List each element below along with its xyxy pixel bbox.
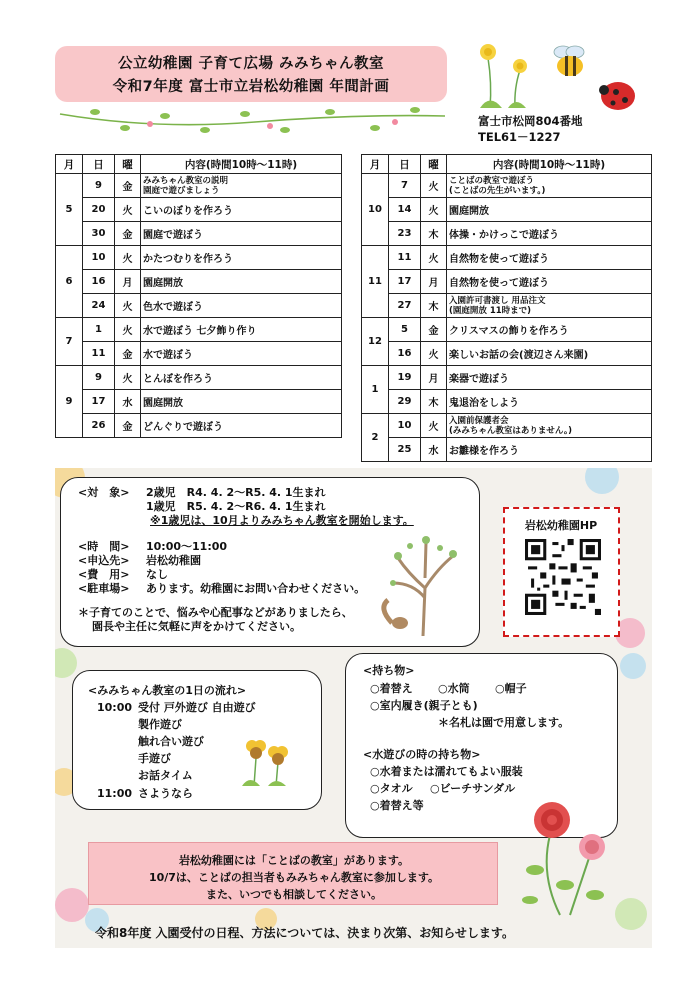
tree-illustration bbox=[378, 528, 473, 638]
flow-end: さようなら bbox=[138, 787, 193, 800]
table-row bbox=[362, 294, 652, 318]
weekday-cell: 火 bbox=[421, 174, 447, 198]
content-text: 園庭で遊ぼう bbox=[143, 230, 203, 241]
flow-title: <みみちゃん教室の1日の流れ> bbox=[88, 684, 247, 697]
belonging-item: ○室内履き(親子とも) bbox=[370, 699, 478, 712]
header-month: 月 bbox=[362, 155, 389, 174]
table-row bbox=[362, 198, 652, 222]
content-line: (園庭開放 11時まで) bbox=[449, 305, 532, 316]
apply-value: 岩松幼稚園 bbox=[146, 554, 201, 567]
flow-item: お話タイム bbox=[138, 769, 193, 782]
table-row bbox=[362, 246, 652, 270]
table-row bbox=[56, 318, 342, 342]
weekday-cell: 火 bbox=[115, 198, 141, 222]
month-cell: 1 bbox=[362, 366, 389, 414]
content-text: どんぐりで遊ぼう bbox=[143, 422, 223, 433]
table-row bbox=[56, 414, 342, 438]
bee-icon bbox=[545, 42, 595, 82]
schedule-table-left bbox=[55, 154, 342, 438]
water-item: ○着替え等 bbox=[370, 799, 424, 812]
color-dot bbox=[55, 888, 89, 922]
weekday-cell: 火 bbox=[115, 246, 141, 270]
title-line-1: 公立幼稚園 子育て広場 みみちゃん教室 bbox=[117, 56, 385, 72]
note-line-2: 10/7は、ことばの担当者もみみちゃん教室に参加します。 bbox=[148, 871, 440, 884]
table-row bbox=[362, 438, 652, 462]
name-tag-note: ＊名札は園で用意します。 bbox=[438, 716, 570, 729]
content-text: 園庭開放 bbox=[143, 278, 183, 289]
weekday-cell: 金 bbox=[115, 414, 141, 438]
weekday-cell: 火 bbox=[421, 246, 447, 270]
day-cell: 16 bbox=[389, 342, 421, 366]
table-row bbox=[362, 414, 652, 438]
flow-start-time: 10:00 bbox=[97, 701, 133, 714]
content-cell bbox=[447, 414, 652, 438]
qr-title: 岩松幼稚園HP bbox=[524, 519, 598, 532]
day-cell: 9 bbox=[83, 174, 115, 198]
content-text: 鬼退治をしよう bbox=[449, 398, 519, 409]
table-row bbox=[56, 294, 342, 318]
day-cell: 17 bbox=[389, 270, 421, 294]
weekday-cell: 金 bbox=[421, 318, 447, 342]
day-cell: 16 bbox=[83, 270, 115, 294]
footer-notice: 令和8年度 入園受付の日程、方法については、決まり次第、お知らせします。 bbox=[95, 926, 514, 940]
water-item: ○水着または濡れてもよい服装 bbox=[370, 765, 523, 778]
title-banner bbox=[55, 46, 447, 102]
content-line: 入園許可書渡し 用品注文 bbox=[449, 295, 546, 306]
content-line: みみちゃん教室の説明 bbox=[143, 175, 229, 186]
parking-label: <駐車場> bbox=[78, 582, 130, 595]
month-cell: 5 bbox=[56, 174, 83, 246]
day-cell: 25 bbox=[389, 438, 421, 462]
content-cell bbox=[141, 414, 342, 438]
header-day: 日 bbox=[83, 155, 115, 174]
day-cell: 5 bbox=[389, 318, 421, 342]
weekday-cell: 火 bbox=[115, 294, 141, 318]
target-label: <対 象> bbox=[78, 486, 130, 499]
content-cell bbox=[447, 174, 652, 198]
content-text: 色水で遊ぼう bbox=[143, 302, 203, 313]
apply-label: <申込先> bbox=[78, 554, 130, 567]
header-day: 日 bbox=[389, 155, 421, 174]
header-weekday: 曜 bbox=[421, 155, 447, 174]
day-cell: 19 bbox=[389, 366, 421, 390]
content-cell bbox=[141, 174, 342, 198]
belonging-item: ○帽子 bbox=[495, 682, 527, 695]
month-cell: 11 bbox=[362, 246, 389, 318]
weekday-cell: 月 bbox=[421, 366, 447, 390]
month-cell: 12 bbox=[362, 318, 389, 366]
flow-item: 製作遊び bbox=[138, 718, 182, 731]
weekday-cell: 水 bbox=[421, 438, 447, 462]
content-cell bbox=[447, 270, 652, 294]
time-label: <時 間> bbox=[78, 540, 130, 553]
content-line: ことばの教室で遊ぼう bbox=[449, 175, 535, 186]
table-row bbox=[56, 390, 342, 414]
belonging-item: ○水筒 bbox=[438, 682, 470, 695]
content-cell bbox=[141, 198, 342, 222]
content-cell bbox=[141, 294, 342, 318]
color-dot bbox=[55, 648, 77, 678]
rose-illustration bbox=[510, 795, 620, 920]
table-row bbox=[362, 342, 652, 366]
content-cell bbox=[141, 390, 342, 414]
target-age-1: 1歳児 R5. 4. 2～R6. 4. 1生まれ bbox=[146, 500, 326, 513]
day-cell: 11 bbox=[389, 246, 421, 270]
weekday-cell: 金 bbox=[115, 222, 141, 246]
header-content: 内容(時間10時～11時) bbox=[141, 155, 342, 174]
weekday-cell: 木 bbox=[421, 222, 447, 246]
table-row bbox=[56, 174, 342, 198]
schedule-table-right bbox=[361, 154, 652, 462]
content-cell bbox=[447, 366, 652, 390]
table-row bbox=[56, 270, 342, 294]
table-row bbox=[56, 366, 342, 390]
target-note: ※1歳児は、10月よりみみちゃん教室を開始します。 bbox=[150, 514, 414, 527]
weekday-cell: 木 bbox=[421, 294, 447, 318]
table-row bbox=[56, 342, 342, 366]
content-cell bbox=[141, 366, 342, 390]
flow-end-time: 11:00 bbox=[97, 787, 133, 800]
color-dot bbox=[620, 653, 646, 679]
content-cell bbox=[141, 246, 342, 270]
weekday-cell: 火 bbox=[115, 318, 141, 342]
day-cell: 14 bbox=[389, 198, 421, 222]
month-cell: 6 bbox=[56, 246, 83, 318]
weekday-cell: 月 bbox=[421, 270, 447, 294]
fee-value: なし bbox=[146, 568, 168, 581]
content-text: 水で遊ぼう 七夕飾り作り bbox=[143, 326, 257, 337]
ladybug-icon bbox=[598, 78, 638, 112]
content-text: かたつむりを作ろう bbox=[143, 254, 233, 265]
color-dot bbox=[585, 468, 619, 494]
flow-item: 触れ合い遊び bbox=[138, 735, 204, 748]
content-cell bbox=[447, 246, 652, 270]
content-text: こいのぼりを作ろう bbox=[143, 206, 233, 217]
time-value: 10:00～11:00 bbox=[146, 540, 228, 553]
belonging-item: ○着替え bbox=[370, 682, 413, 695]
content-text: 水で遊ぼう bbox=[143, 350, 193, 361]
table-header-row bbox=[56, 155, 342, 174]
content-cell bbox=[141, 342, 342, 366]
homepage-qr-frame[interactable] bbox=[503, 507, 620, 637]
weekday-cell: 火 bbox=[421, 198, 447, 222]
weekday-cell: 水 bbox=[115, 390, 141, 414]
content-cell bbox=[447, 318, 652, 342]
water-play-title: <水遊びの時の持ち物> bbox=[363, 748, 481, 761]
flow-item: 受付 戸外遊び 自由遊び bbox=[138, 701, 256, 714]
day-cell: 27 bbox=[389, 294, 421, 318]
content-cell bbox=[141, 222, 342, 246]
day-cell: 11 bbox=[83, 342, 115, 366]
content-cell bbox=[447, 198, 652, 222]
day-cell: 29 bbox=[389, 390, 421, 414]
content-cell bbox=[447, 438, 652, 462]
consult-line-1: ＊子育てのことで、悩みや心配事などがありましたら、 bbox=[78, 606, 353, 619]
day-cell: 17 bbox=[83, 390, 115, 414]
content-text: 自然物を使って遊ぼう bbox=[449, 278, 549, 289]
day-cell: 1 bbox=[83, 318, 115, 342]
address-block bbox=[478, 113, 583, 145]
content-text: 体操・かけっこで遊ぼう bbox=[449, 230, 559, 241]
content-text: クリスマスの飾りを作ろう bbox=[449, 326, 569, 337]
weekday-cell: 火 bbox=[115, 366, 141, 390]
fee-label: <費 用> bbox=[78, 568, 130, 581]
table-row bbox=[56, 246, 342, 270]
content-text: 楽器で遊ぼう bbox=[449, 374, 509, 385]
water-item: ○ビーチサンダル bbox=[430, 782, 516, 795]
phone-number: TEL61－1227 bbox=[478, 130, 561, 144]
month-cell: 2 bbox=[362, 414, 389, 462]
day-cell: 23 bbox=[389, 222, 421, 246]
header-month: 月 bbox=[56, 155, 83, 174]
table-row bbox=[56, 222, 342, 246]
day-cell: 24 bbox=[83, 294, 115, 318]
day-cell: 7 bbox=[389, 174, 421, 198]
weekday-cell: 火 bbox=[421, 414, 447, 438]
table-row bbox=[362, 270, 652, 294]
content-line: (ことばの先生がいます。) bbox=[449, 185, 546, 196]
header-content: 内容(時間10時～11時) bbox=[447, 155, 652, 174]
belongings-title: <持ち物> bbox=[363, 664, 415, 677]
content-line: (みみちゃん教室はありません。) bbox=[449, 425, 573, 436]
content-cell bbox=[447, 222, 652, 246]
weekday-cell: 木 bbox=[421, 390, 447, 414]
day-cell: 26 bbox=[83, 414, 115, 438]
consult-line-2: 園長や主任に気軽に声をかけてください。 bbox=[92, 620, 301, 633]
content-text: 自然物を使って遊ぼう bbox=[449, 254, 549, 265]
table-row bbox=[362, 174, 652, 198]
day-cell: 10 bbox=[83, 246, 115, 270]
content-text: 楽しいお話の会(渡辺さん来園) bbox=[449, 350, 589, 361]
month-cell: 9 bbox=[56, 366, 83, 438]
day-cell: 10 bbox=[389, 414, 421, 438]
qr-code-icon[interactable] bbox=[525, 539, 601, 615]
table-row bbox=[362, 390, 652, 414]
month-cell: 10 bbox=[362, 174, 389, 246]
table-row bbox=[362, 366, 652, 390]
content-cell bbox=[141, 270, 342, 294]
address-text: 富士市松岡804番地 bbox=[478, 114, 583, 128]
flow-item: 手遊び bbox=[138, 752, 171, 765]
parking-value: あります。幼稚園にお問い合わせください。 bbox=[146, 582, 366, 595]
weekday-cell: 火 bbox=[421, 342, 447, 366]
note-line-1: 岩松幼稚園には「ことばの教室」があります。 bbox=[178, 854, 410, 867]
content-text: 園庭開放 bbox=[449, 206, 489, 217]
title-line-2: 令和7年度 富士市立岩松幼稚園 年間計画 bbox=[112, 79, 390, 95]
table-row bbox=[362, 222, 652, 246]
weekday-cell: 金 bbox=[115, 342, 141, 366]
content-text: とんぼを作ろう bbox=[143, 374, 213, 385]
pansy-illustration bbox=[236, 728, 296, 788]
content-line: 入園前保護者会 bbox=[449, 415, 509, 426]
content-text: 園庭開放 bbox=[143, 398, 183, 409]
speech-class-note bbox=[88, 842, 498, 905]
day-cell: 9 bbox=[83, 366, 115, 390]
content-cell bbox=[447, 294, 652, 318]
table-header-row bbox=[362, 155, 652, 174]
water-item: ○タオル bbox=[370, 782, 413, 795]
content-cell bbox=[141, 318, 342, 342]
content-line: 園庭で遊びましょう bbox=[143, 185, 220, 196]
note-line-3: また、いつでも相談してください。 bbox=[206, 888, 382, 901]
target-age-2: 2歳児 R4. 4. 2～R5. 4. 1生まれ bbox=[146, 486, 326, 499]
content-cell bbox=[447, 342, 652, 366]
table-row bbox=[362, 318, 652, 342]
header-weekday: 曜 bbox=[115, 155, 141, 174]
month-cell: 7 bbox=[56, 318, 83, 366]
content-text: お雛様を作ろう bbox=[449, 446, 519, 457]
table-row bbox=[56, 198, 342, 222]
day-cell: 20 bbox=[83, 198, 115, 222]
weekday-cell: 金 bbox=[115, 174, 141, 198]
content-cell bbox=[447, 390, 652, 414]
day-cell: 30 bbox=[83, 222, 115, 246]
vine-decoration bbox=[55, 100, 450, 138]
weekday-cell: 月 bbox=[115, 270, 141, 294]
